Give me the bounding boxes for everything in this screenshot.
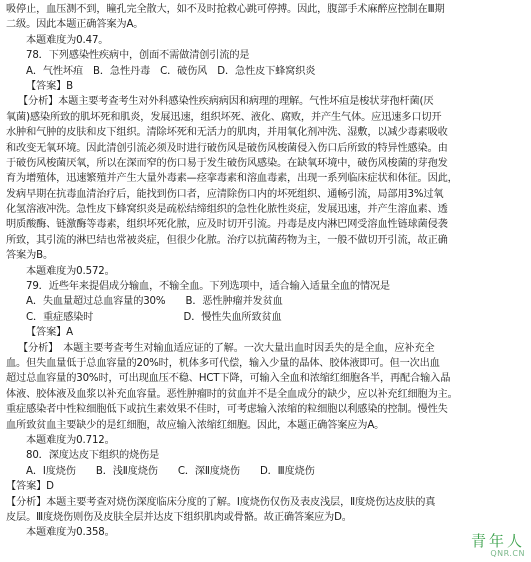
analysis-line: 【分析】本题主要考查考生对外科感染性疾病病因和病理的理解。气性坏疽是梭状芽孢杆菌(厌 <box>18 96 434 108</box>
text-line: 答案为B。 <box>6 250 53 262</box>
text-line: 发病早期在抗毒血清治疗后，能找到伤口者，应清除伤口内的坏死组织、通畅引流，局部用3%过氧 <box>6 188 444 200</box>
difficulty-line: 本题难度为0.358。 <box>26 527 115 539</box>
answer-line: 【答案】D <box>6 481 54 493</box>
text-line: 氧菌)感染所致的肌坏死和肌炎，发展迅速，组织坏死、液化、腐败，并产生气体。应迅速多口切开 <box>6 111 442 123</box>
question-80-options: A．Ⅰ度烧伤 B．浅Ⅱ度烧伤 C．深Ⅱ度烧伤 D．Ⅲ度烧伤 <box>26 465 315 477</box>
text-line: 于破伤风梭菌厌氧，所以在深而窄的伤口易于发生破伤风感染。在缺氧环境中，破伤风梭菌的芽孢发 <box>6 157 448 169</box>
text-line: 皮层。Ⅲ度烧伤则伤及皮肤全层并达皮下组织肌肉或骨骼。故正确答案应为D。 <box>6 511 352 523</box>
watermark-url: QNR.CN <box>490 549 525 558</box>
document-page <box>6 2 526 541</box>
text-line: 血。但失血量低于总血容量的20%时，机体多可代偿，输入少量的晶体、胶体液即可。但一次出血 <box>6 357 440 369</box>
text-line: 化氢溶液冲洗。急性皮下蜂窝织炎是疏松结缔组织的急性化脓性炎症，发展迅速，并产生溶血素、透 <box>6 204 448 216</box>
question-79: 79．近些年来提倡成分输血，不输全血。下列选项中，适合输入适量全血的情况是 <box>26 281 390 293</box>
difficulty-line: 本题难度为0.47。 <box>26 34 109 46</box>
analysis-line: 【分析】 本题主要考查考生对输血适应证的了解。一次大量出血时因丢失的是全血，应补充全 <box>18 342 435 354</box>
question-80: 80．深度达皮下组织的烧伤是 <box>26 450 160 462</box>
text-line: 血所致贫血主要缺少的是红细胞，故应输入浓缩红细胞。因此，本题正确答案应为A。 <box>6 419 385 431</box>
question-78: 78．下列感染性疾病中，创面不需做清创引流的是 <box>26 50 250 62</box>
text-line: 重症感染者中性粒细胞低下或抗生素效果不佳时，可考虑输入浓缩的粒细胞以利感染的控制。慢性失 <box>6 404 448 416</box>
text-line: 吸停止，血压测不到，瞳孔完全散大，如不及时抢救心跳可停搏。因此，腹部手术麻醉应控制在Ⅲ期 <box>6 4 445 15</box>
text-line: 二级。因此本题正确答案为A。 <box>6 19 144 31</box>
difficulty-line: 本题难度为0.712。 <box>26 434 115 446</box>
text-line: 所致，其引流的淋巴结也常被炎症，但很少化脓。治疗以抗菌药物为主，一般不做切开引流，故正确 <box>6 234 448 246</box>
text-line: 水肿和气肿的皮肤和皮下组织。清除坏死和无活力的肌肉，并用氧化剂冲洗、湿敷，以减少毒素吸收 <box>6 127 448 139</box>
text-line: 和改变无氧环境。因此清创引流必须及时进行破伤风是破伤风梭菌侵入伤口后所致的特异性感染。由 <box>6 142 448 154</box>
answer-line: 【答案】B <box>26 80 73 92</box>
text-line: 育为增殖体，迅速繁殖并产生大量外毒素—痉挛毒素和溶血毒素，出现一系列临床症状和体征。因此， <box>6 173 458 185</box>
question-79-options: C．重症感染时 D．慢性失血所致贫血 <box>26 311 282 323</box>
text-line: 体液、胶体液及血浆以补充血容量。恶性肿瘤时的贫血并不是全血成分的缺少，应以补充红细胞为主。 <box>6 388 458 400</box>
answer-line: 【答案】A <box>26 327 73 339</box>
analysis-line: 【分析】本题主要考查对烧伤深度临床分度的了解。Ⅰ度烧伤仅伤及表皮浅层，Ⅱ度烧伤达皮肤的真 <box>6 496 436 508</box>
text-line: 明质酸酶、链激酶等毒素，组织坏死化脓，应及时切开引流。丹毒是皮内淋巴网受溶血性链球菌侵袭 <box>6 219 448 231</box>
site-watermark <box>471 530 525 558</box>
question-79-options: A．失血量超过总血容量的30% B．恶性肿瘤并发贫血 <box>26 296 283 308</box>
text-line: 超过总血容量的30%时，可出现血压不稳、HCT下降，可输入全血和浓缩红细胞各半，再配合输入晶 <box>6 373 451 385</box>
watermark-brand: 青年人 <box>470 532 525 550</box>
difficulty-line: 本题难度为0.572。 <box>26 265 115 277</box>
question-78-options: A．气性坏疽 B．急性丹毒 C．破伤风 D．急性皮下蜂窝织炎 <box>26 65 316 77</box>
